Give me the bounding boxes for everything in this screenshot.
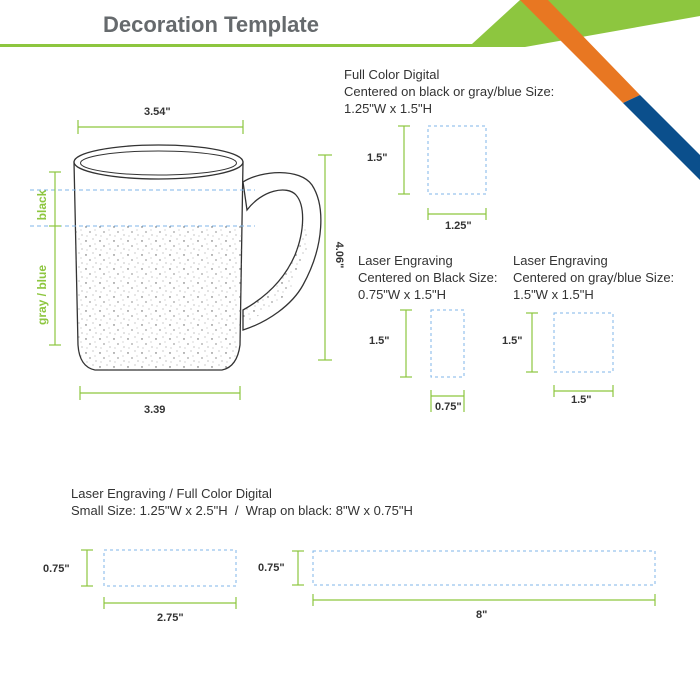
laser-black-area (431, 310, 464, 377)
mug-height-label: 4.06" (333, 241, 345, 269)
laser-gray-line1: Laser Engraving (513, 253, 608, 268)
full-color-area (428, 126, 486, 194)
mug-top-width-label: 3.54" (144, 106, 171, 118)
page-title: Decoration Template (103, 12, 319, 37)
full-color-height-label: 1.5" (367, 152, 388, 164)
wrap-area (313, 551, 655, 585)
small-height-label: 0.75" (43, 563, 70, 575)
full-color-line1: Full Color Digital (344, 67, 440, 82)
small-area (104, 550, 236, 586)
zone-black-label: black (35, 189, 49, 221)
laser-black-line1: Laser Engraving (358, 253, 453, 268)
full-color-width-label: 1.25" (445, 220, 472, 232)
laser-black-line2: Centered on Black Size: (358, 270, 498, 285)
laser-gray-height-label: 1.5" (502, 335, 523, 347)
laser-black-height-label: 1.5" (369, 335, 390, 347)
zone-grayblue-label: gray / blue (35, 264, 49, 326)
laser-gray-area (554, 313, 613, 372)
laser-gray-line2: Centered on gray/blue Size: (513, 270, 675, 285)
laser-gray-width-label: 1.5" (571, 394, 592, 406)
laser-gray-line3: 1.5"W x 1.5"H (513, 287, 594, 302)
laser-black-line3: 0.75"W x 1.5"H (358, 287, 446, 302)
wrap-width-label: 8" (476, 609, 488, 621)
bottom-line1: Laser Engraving / Full Color Digital (71, 486, 272, 501)
full-color-line2: Centered on black or gray/blue Size: (344, 84, 555, 99)
wrap-height-label: 0.75" (258, 562, 285, 574)
bottom-line2: Small Size: 1.25"W x 2.5"H / Wrap on black: 8"W x 0.75"H (71, 503, 413, 518)
mug-bottom-width-label: 3.39 (144, 404, 166, 416)
laser-black-width-label: 0.75" (435, 401, 462, 413)
small-width-label: 2.75" (157, 612, 184, 624)
full-color-line3: 1.25"W x 1.5"H (344, 101, 432, 116)
